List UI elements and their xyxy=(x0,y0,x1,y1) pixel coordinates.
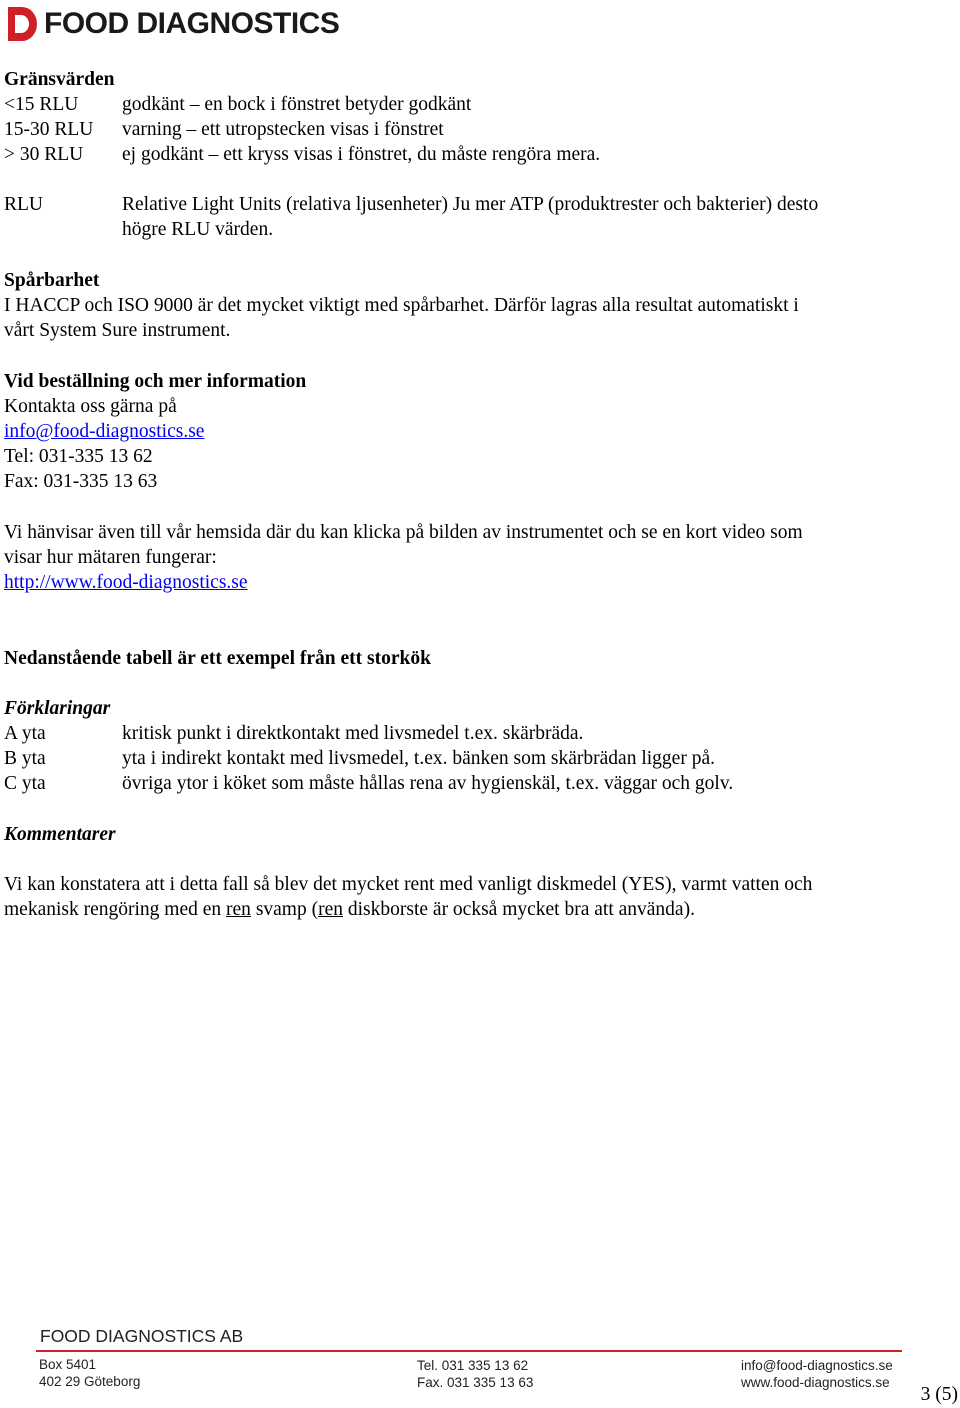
limit-range: > 30 RLU xyxy=(4,144,84,165)
rlu-definition: Relative Light Units (relativa ljusenheter) Ju mer ATP (produktrester och bakterier) desto xyxy=(122,194,819,215)
contact-text: Kontakta oss gärna på xyxy=(4,396,177,417)
limit-text: godkänt – en bock i fönstret betyder godkänt xyxy=(122,94,472,115)
limit-range: <15 RLU xyxy=(4,94,79,115)
page-number: 3 (5) xyxy=(920,1384,958,1405)
comments-text-part: diskborste är också mycket bra att använda). xyxy=(343,899,695,920)
footer-city: 402 29 Göteborg xyxy=(39,1374,141,1389)
limit-text: ej godkänt – ett kryss visas i fönstret, du måste rengöra mera. xyxy=(122,144,601,165)
surface-description: övriga ytor i köket som måste hållas rena av hygienskäl, t.ex. väggar och golv. xyxy=(122,773,734,794)
table-intro-heading: Nedanstående tabell är ett exempel från ett storkök xyxy=(4,648,431,669)
tel-text: Tel: 031-335 13 62 xyxy=(4,446,153,467)
traceability-text: I HACCP och ISO 9000 är det mycket viktigt med spårbarhet. Därför lagras alla resultat automatiskt i xyxy=(4,295,799,316)
traceability-text-cont: vårt System Sure instrument. xyxy=(4,320,231,341)
comments-text: Vi kan konstatera att i detta fall så blev det mycket rent med vanligt diskmedel (YES), varmt vatten och xyxy=(4,874,813,895)
footer-fax: Fax. 031 335 13 63 xyxy=(417,1375,534,1390)
comments-heading: Kommentarer xyxy=(4,824,116,845)
website-link[interactable]: http://www.food-diagnostics.se xyxy=(4,572,248,593)
limits-heading: Gränsvärden xyxy=(4,69,115,90)
traceability-heading: Spårbarhet xyxy=(4,270,100,291)
footer-tel: Tel. 031 335 13 62 xyxy=(417,1358,529,1373)
comments-text-cont xyxy=(4,897,695,922)
fax-text: Fax: 031-335 13 63 xyxy=(4,471,158,492)
order-heading: Vid beställning och mer information xyxy=(4,371,307,392)
website-text: Vi hänvisar även till vår hemsida där du kan klicka på bilden av instrumentet och se en kort video som xyxy=(4,522,803,543)
surface-description: kritisk punkt i direktkontakt med livsmedel t.ex. skärbräda. xyxy=(122,723,584,744)
footer-company-name: FOOD DIAGNOSTICS AB xyxy=(40,1326,244,1346)
surface-description: yta i indirekt kontakt med livsmedel, t.ex. bänken som skärbrädan ligger på. xyxy=(122,748,715,769)
underlined-word: ren xyxy=(318,899,343,920)
underlined-word: ren xyxy=(226,899,251,920)
footer-web[interactable]: www.food-diagnostics.se xyxy=(741,1375,890,1390)
rlu-term: RLU xyxy=(4,194,43,215)
rlu-definition-cont: högre RLU värden. xyxy=(122,219,274,240)
surface-term: B yta xyxy=(4,748,46,769)
comments-text-part: mekanisk rengöring med en xyxy=(4,899,227,920)
company-logo xyxy=(6,4,339,44)
limit-range: 15-30 RLU xyxy=(4,119,94,140)
email-link[interactable]: info@food-diagnostics.se xyxy=(4,421,205,442)
limit-text: varning – ett utropstecken visas i fönstret xyxy=(122,119,444,140)
surface-term: A yta xyxy=(4,723,46,744)
surface-term: C yta xyxy=(4,773,46,794)
footer-box: Box 5401 xyxy=(39,1357,97,1372)
footer-email[interactable]: info@food-diagnostics.se xyxy=(741,1358,893,1373)
website-text-cont: visar hur mätaren fungerar: xyxy=(4,547,217,568)
logo-text: FOOD DIAGNOSTICS xyxy=(44,7,340,40)
footer-divider xyxy=(36,1350,902,1352)
comments-text-part: svamp ( xyxy=(250,899,319,920)
explanations-heading: Förklaringar xyxy=(4,698,111,719)
food-diagnostics-logo-icon xyxy=(6,5,38,43)
